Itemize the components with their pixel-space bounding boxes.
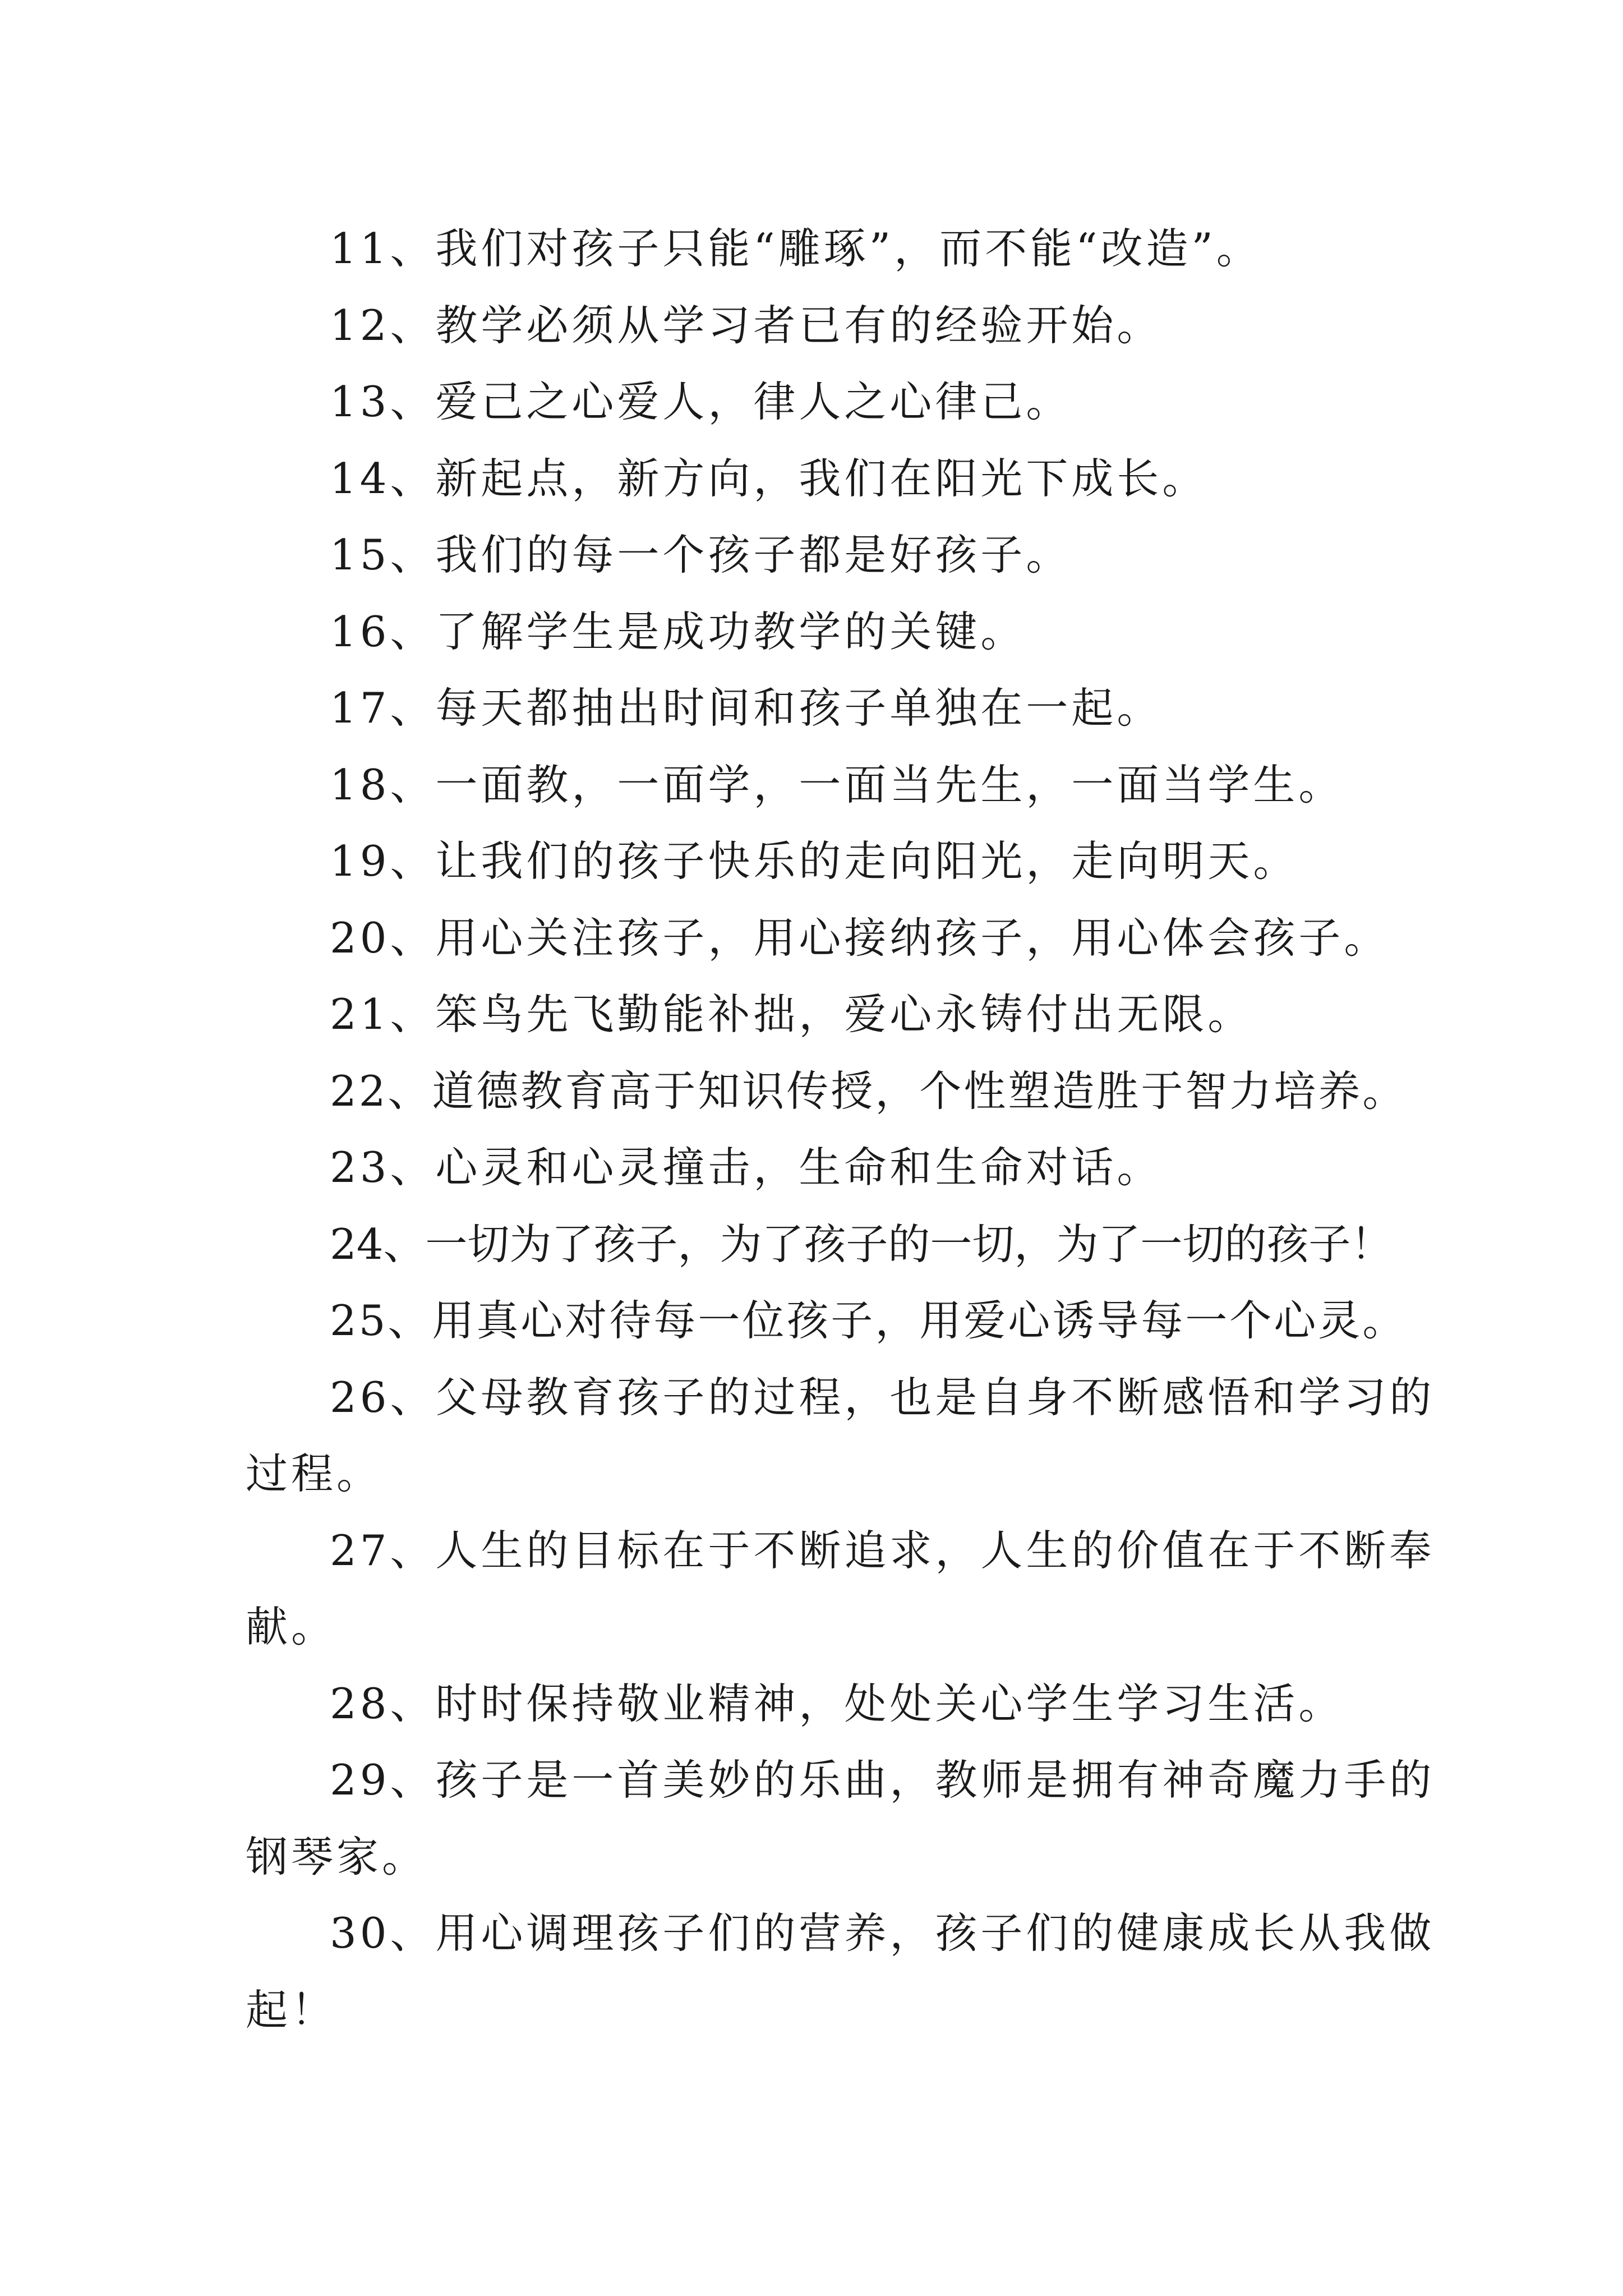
quote-line-25: 25、用真心对待每一位孩子，用爱心诱导每一个心灵。 [330, 1296, 1407, 1345]
quote-line-11: 11、我们对孩子只能“雕琢”，而不能“改造”。 [330, 224, 1262, 273]
quote-line-15: 15、我们的每一个孩子都是好孩子。 [330, 530, 1072, 579]
quote-line-18: 18、一面教，一面学，一面当先生，一面当学生。 [330, 760, 1344, 809]
quote-line-30-continued: 起！ [246, 1985, 337, 2035]
quote-line-30: 30、用心调理孩子们的营养，孩子们的健康成长从我做 [330, 1908, 1435, 1958]
quote-line-13: 13、爱己之心爱人，律人之心律己。 [330, 377, 1072, 426]
quote-line-26: 26、父母教育孩子的过程，也是自身不断感悟和学习的 [330, 1372, 1435, 1422]
quote-line-27: 27、人生的目标在于不断追求，人生的价值在于不断奉 [330, 1525, 1435, 1575]
quote-line-19: 19、让我们的孩子快乐的走向阳光，走向明天。 [330, 836, 1299, 886]
quote-line-29: 29、孩子是一首美妙的乐曲，教师是拥有神奇魔力手的 [330, 1755, 1435, 1805]
quote-line-29-continued: 钢琴家。 [246, 1832, 428, 1881]
quote-line-24: 24、一切为了孩子，为了孩子的一切，为了一切的孩子！ [330, 1219, 1393, 1269]
quote-line-26-continued: 过程。 [246, 1449, 382, 1498]
quote-line-16: 16、了解学生是成功教学的关键。 [330, 606, 1026, 656]
quote-line-21: 21、笨鸟先飞勤能补拙，爱心永铸付出无限。 [330, 990, 1253, 1039]
quote-line-20: 20、用心关注孩子，用心接纳孩子，用心体会孩子。 [330, 913, 1390, 963]
quote-line-23: 23、心灵和心灵撞击，生命和生命对话。 [330, 1143, 1163, 1192]
quote-line-12: 12、教学必须从学习者已有的经验开始。 [330, 300, 1163, 350]
quote-line-22: 22、道德教育高于知识传授，个性塑造胜于智力培养。 [330, 1066, 1407, 1116]
quote-line-27-continued: 献。 [246, 1602, 337, 1651]
quote-line-14: 14、新起点，新方向，我们在阳光下成长。 [330, 453, 1208, 503]
quote-line-28: 28、时时保持敬业精神，处处关心学生学习生活。 [330, 1678, 1344, 1728]
quote-line-17: 17、每天都抽出时间和孩子单独在一起。 [330, 683, 1163, 733]
document-body [246, 210, 1435, 2048]
